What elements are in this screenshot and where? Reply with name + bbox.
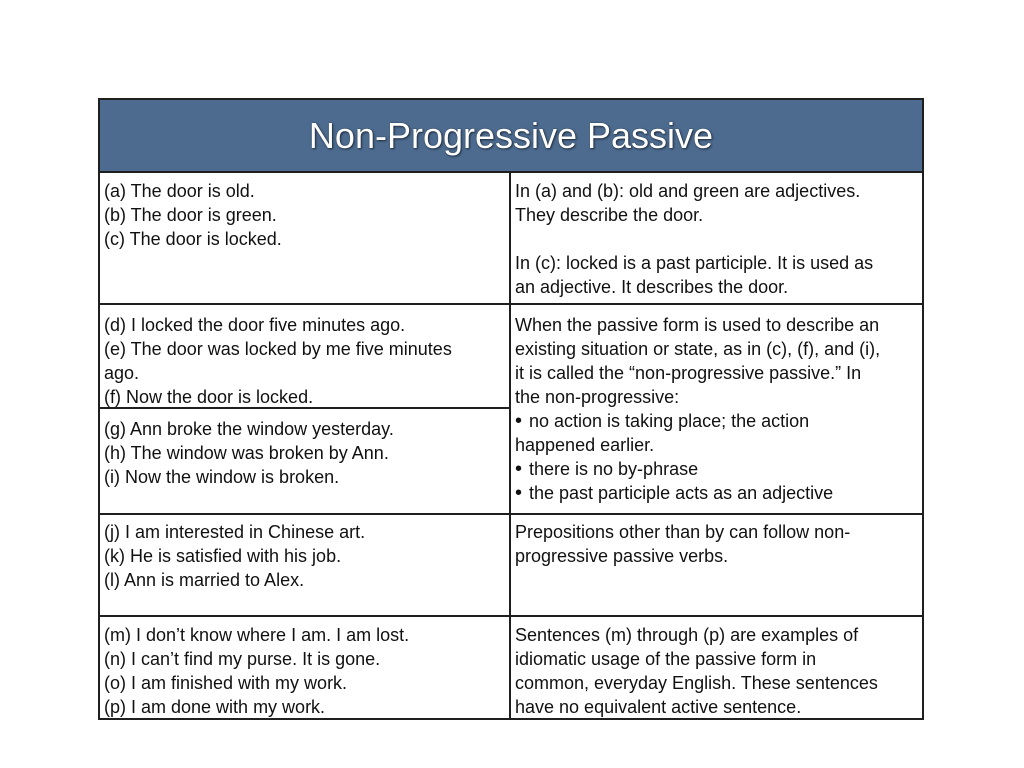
bullet-icon: • (515, 458, 523, 480)
row2-explanation (511, 309, 922, 505)
explanation-line: it is called the “non-progressive passive.” In (515, 363, 862, 383)
explanation-line: progressive passive verbs. (515, 546, 729, 566)
slide-title: Non-Progressive Passive (308, 114, 714, 156)
example-line: (p) I am done with my work. (104, 697, 326, 717)
explanation-line: existing situation or state, as in (c), (f), and (i), (515, 339, 881, 359)
row-divider (100, 615, 922, 617)
explanation-line: an adjective. It describes the door. (515, 277, 789, 297)
bullet-item (515, 409, 918, 433)
example-line: (d) I locked the door five minutes ago. (104, 315, 406, 335)
explanation-line: idiomatic usage of the passive form in (515, 649, 817, 669)
row3-explanation (511, 516, 922, 568)
example-line: (m) I don’t know where I am. I am lost. (104, 625, 410, 645)
explanation-line: In (a) and (b): old and green are adjectives. (515, 181, 861, 201)
bullet-icon: • (515, 482, 523, 504)
example-line: (c) The door is locked. (104, 229, 282, 249)
explanation-line: When the passive form is used to describe an (515, 315, 880, 335)
explanation-line: In (c): locked is a past participle. It is used as (515, 253, 874, 273)
example-line: (n) I can’t find my purse. It is gone. (104, 649, 381, 669)
example-line: (o) I am finished with my work. (104, 673, 348, 693)
bullet-text: no action is taking place; the action (529, 411, 810, 431)
example-line: (l) Ann is married to Alex. (104, 570, 305, 590)
bullet-text: the past participle acts as an adjective (529, 483, 834, 503)
row-divider (100, 513, 922, 515)
row2-examples-bottom (100, 413, 509, 489)
title-bar (100, 100, 922, 173)
explanation-line: Prepositions other than by can follow non- (515, 522, 851, 542)
row1-explanation (511, 175, 922, 299)
bullet-continuation: happened earlier. (515, 435, 655, 455)
explanation-line: common, everyday English. These sentences (515, 673, 878, 693)
example-line: (f) Now the door is locked. (104, 387, 314, 407)
example-line: (g) Ann broke the window yesterday. (104, 419, 394, 439)
row-divider (100, 303, 922, 305)
grammar-table (98, 98, 924, 720)
row3-examples (100, 516, 509, 592)
explanation-line: the non-progressive: (515, 387, 680, 407)
example-line: (b) The door is green. (104, 205, 277, 225)
explanation-line: They describe the door. (515, 205, 704, 225)
row4-explanation (511, 619, 922, 719)
example-line: (a) The door is old. (104, 181, 255, 201)
row1-examples (100, 175, 509, 251)
bullet-item (515, 481, 918, 505)
bullet-text: there is no by-phrase (529, 459, 699, 479)
example-line: (j) I am interested in Chinese art. (104, 522, 366, 542)
bullet-item (515, 457, 918, 481)
explanation-line: Sentences (m) through (p) are examples of (515, 625, 859, 645)
example-line: (h) The window was broken by Ann. (104, 443, 389, 463)
row2-examples-top (100, 309, 509, 409)
bullet-icon: • (515, 410, 523, 432)
example-line: (k) He is satisfied with his job. (104, 546, 342, 566)
example-line: (i) Now the window is broken. (104, 467, 340, 487)
example-line: (e) The door was locked by me five minutes (104, 339, 452, 359)
example-line: ago. (104, 363, 140, 383)
row4-examples (100, 619, 509, 719)
explanation-line: have no equivalent active sentence. (515, 697, 802, 717)
